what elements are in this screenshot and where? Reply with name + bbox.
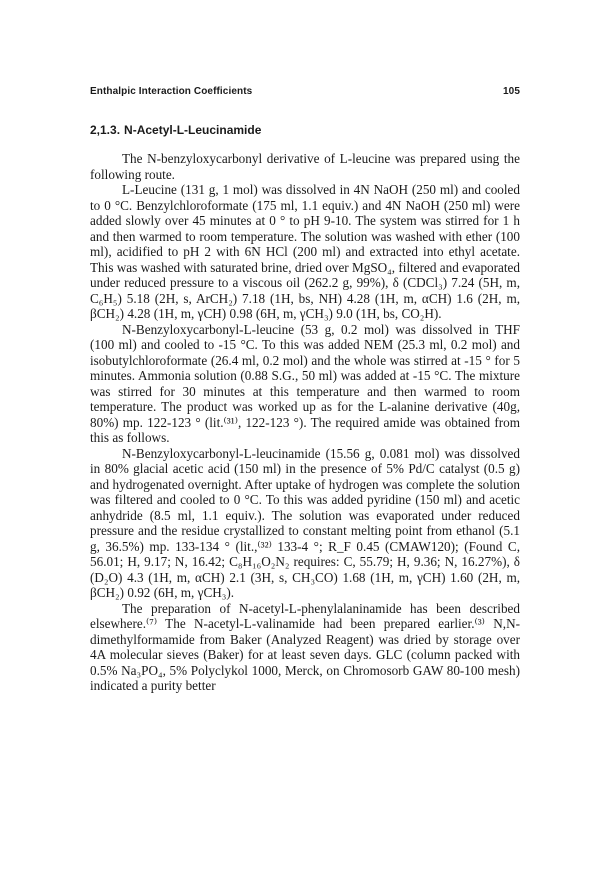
page-number: 105 [503, 86, 520, 97]
section-title: N-Acetyl-L-Leucinamide [124, 123, 262, 137]
paragraph-leucine-protection: L-Leucine (131 g, 1 mol) was dissolved in 4N NaOH (250 ml) and cooled to 0 °C. Benzylchloroformate (175 ml, 1.1 equiv.) and 4N NaOH (250 ml) were added slowly over 45 minutes at 0 ° to pH 9-10. The system was stirred for 1 h and then warmed to room temperature. The solution was washed with ether (100 ml), acidified to pH 2 with 6N HCl (200 ml) and extracted into ethyl acetate. This was washed with saturated brine, dried over MgSO₄, filtered and evaporated under reduced pressure to a viscous oil (262.2 g, 99%), δ (CDCl₃) 7.24 (5H, m, C₆H₅) 5.18 (2H, s, ArCH₂) 7.18 (1H, bs, NH) 4.28 (1H, m, αCH) 1.6 (2H, m, βCH₂) 4.28 (1H, m, γCH) 0.98 (6H, m, γCH₃) 9.0 (1H, bs, CO₂H). [90, 182, 520, 321]
section-number: 2,1.3. [90, 123, 121, 137]
paragraph-intro: The N-benzyloxycarbonyl derivative of L-leucine was prepared using the following route. [90, 151, 520, 182]
paragraph-materials: The preparation of N-acetyl-L-phenylalaninamide has been described elsewhere.⁽⁷⁾ The N-acetyl-L-valinamide had been prepared earlier.⁽³⁾ N,N-dimethylformamide from Baker (Analyzed Reagent) was dried by storage over 4A molecular sieves (Baker) for at least seven days. GLC (column packed with 0.5% Na₃PO₄, 5% Polyclykol 1000, Merck, on Chromosorb GAW 80-100 mesh) indicated a purity better [90, 600, 520, 693]
paragraph-acetylation: N-Benzyloxycarbonyl-L-leucinamide (15.56 g, 0.081 mol) was dissolved in 80% glacial acetic acid (150 ml) in the presence of 5% Pd/C catalyst (0.5 g) and hydrogenated overnight. After uptake of hydrogen was complete the solution was filtered and cooled to 0 °C. To this was added pyridine (150 ml) and acetic anhydride (8.5 ml, 1.1 equiv.). The solution was evaporated under reduced pressure and the residue crystallized to constant melting point from ethanol (5.1 g, 36.5%) mp. 133-134 ° (lit.,⁽³²⁾ 133-4 °; R_F 0.45 (CMAW120); (Found C, 56.01; H, 9.17; N, 16.42; C₈H₁₆O₂N₂ requires: C, 55.79; H, 9.36; N, 16.27%), δ (D₂O) 4.3 (1H, m, αCH) 2.1 (3H, s, CH₃CO) 1.68 (1H, m, γCH) 1.60 (2H, m, βCH₂) 0.92 (6H, m, γCH₃). [90, 445, 520, 600]
running-title: Enthalpic Interaction Coefficients [90, 86, 253, 97]
body-text [90, 151, 520, 694]
running-head [90, 86, 520, 97]
section-heading [90, 123, 520, 137]
paragraph-amide-formation: N-Benzyloxycarbonyl-L-leucine (53 g, 0.2 mol) was dissolved in THF (100 ml) and cooled to -15 °C. To this was added NEM (25.3 ml, 0.2 mol) and isobutylchloroformate (26.4 ml, 0.2 mol) and the whole was stirred at -15 ° for 5 minutes. Ammonia solution (0.88 S.G., 50 ml) was added at -15 °C. The mixture was stirred for 30 minutes at this temperature and then warmed to room temperature. The product was worked up as for the L-alanine derivative (40g, 80%) mp. 122-123 ° (lit.⁽³¹⁾, 122-123 °). The required amide was obtained from this as follows. [90, 321, 520, 445]
paper-page [90, 86, 520, 694]
